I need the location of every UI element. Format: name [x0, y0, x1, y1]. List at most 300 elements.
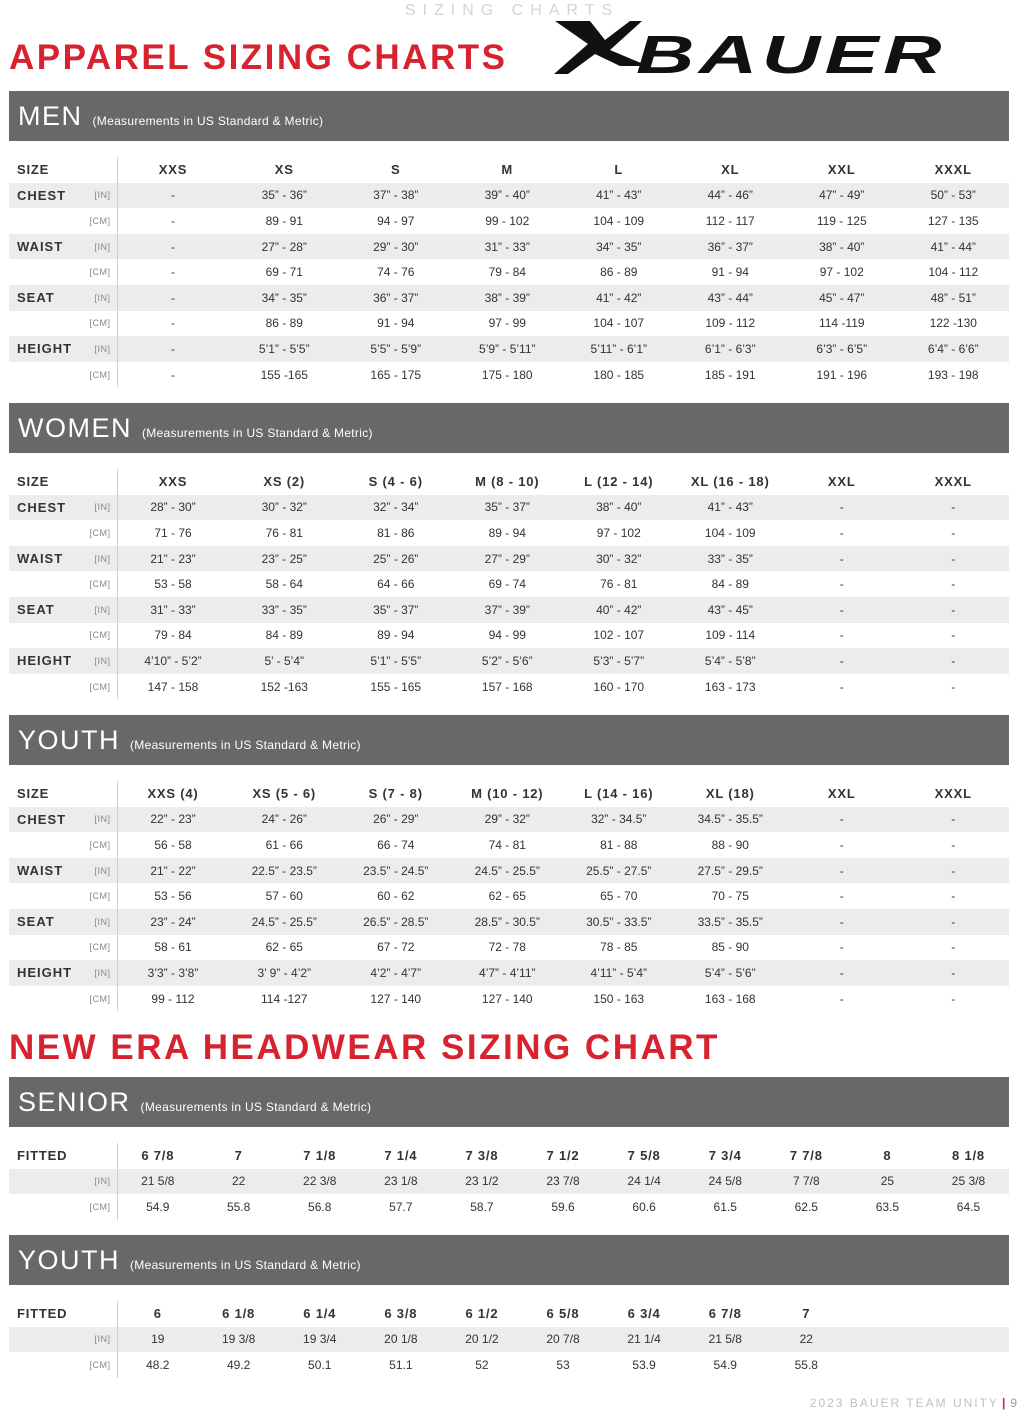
- size-value-cell: 89 - 94: [452, 520, 564, 546]
- size-value-cell: -: [117, 183, 229, 209]
- measurement-label: [9, 208, 81, 234]
- size-value-cell: 45” - 47”: [786, 285, 898, 311]
- unit-label: [CM]: [81, 1194, 117, 1220]
- size-value-cell: 112 - 117: [675, 208, 787, 234]
- size-value-cell: -: [786, 832, 898, 858]
- table-header-row: [9, 1143, 1009, 1169]
- senior-headwear-note: (Measurements in US Standard & Metric): [140, 1100, 372, 1114]
- youth-headwear-table: [9, 1301, 1009, 1378]
- size-header-cell: XXL: [786, 157, 898, 183]
- size-header-cell: 6 3/4: [604, 1301, 685, 1327]
- size-header-cell: S: [340, 157, 452, 183]
- size-value-cell: 79 - 84: [117, 623, 229, 649]
- size-value-cell: -: [786, 546, 898, 572]
- size-value-cell: 160 - 170: [563, 674, 675, 700]
- size-value-cell: 99 - 102: [452, 208, 564, 234]
- size-value-cell: 38” - 40”: [786, 234, 898, 260]
- size-value-cell: 41” - 44”: [898, 234, 1010, 260]
- size-header-cell: 7 5/8: [604, 1143, 685, 1169]
- size-value-cell: 152 -163: [229, 674, 341, 700]
- sizing-charts-label: SIZING CHARTS: [404, 2, 620, 19]
- size-value-cell: 62 - 65: [452, 883, 564, 909]
- women-size-table: [9, 469, 1009, 699]
- size-value-cell: -: [786, 909, 898, 935]
- size-header-cell: XXS: [117, 157, 229, 183]
- size-value-cell: 58.7: [441, 1194, 522, 1220]
- size-value-cell: -: [117, 311, 229, 337]
- size-value-cell: 7 7/8: [766, 1169, 847, 1195]
- size-header-cell: 6 7/8: [117, 1143, 198, 1169]
- size-value-cell: 24 1/4: [604, 1169, 685, 1195]
- size-value-cell: 70 - 75: [675, 883, 787, 909]
- size-value-cell: 5’ - 5’4”: [229, 648, 341, 674]
- size-value-cell: -: [898, 832, 1010, 858]
- size-value-cell: 155 - 165: [340, 674, 452, 700]
- measurement-label: [9, 935, 81, 961]
- size-value-cell: 127 - 140: [452, 986, 564, 1012]
- measurement-label: [9, 1352, 81, 1378]
- size-value-cell: 5’4” - 5’6”: [675, 960, 787, 986]
- size-header-cell: M: [452, 157, 564, 183]
- measurement-label: WAIST: [9, 546, 81, 572]
- size-value-cell: 150 - 163: [563, 986, 675, 1012]
- unit-label: [CM]: [81, 311, 117, 337]
- size-value-cell: 6’1” - 6’3”: [675, 336, 787, 362]
- size-value-cell: 20 1/8: [360, 1327, 441, 1353]
- size-header-cell: 7: [766, 1301, 847, 1327]
- senior-headwear-table: [9, 1143, 1009, 1220]
- size-header-cell: 7 1/2: [522, 1143, 603, 1169]
- size-value-cell: -: [117, 285, 229, 311]
- size-value-cell: 61.5: [685, 1194, 766, 1220]
- size-value-cell: 32” - 34.5”: [563, 807, 675, 833]
- size-value-cell: 35” - 37”: [452, 495, 564, 521]
- size-value-cell: 27” - 28”: [229, 234, 341, 260]
- size-value-cell: 180 - 185: [563, 362, 675, 388]
- table-row: [9, 909, 1009, 935]
- size-value-cell: 59.6: [522, 1194, 603, 1220]
- measurement-label: SEAT: [9, 597, 81, 623]
- size-value-cell: 86 - 89: [563, 259, 675, 285]
- size-value-cell: [847, 1352, 928, 1378]
- size-value-cell: 52: [441, 1352, 522, 1378]
- unit-label: [IN]: [81, 1327, 117, 1353]
- unit-label: [IN]: [81, 648, 117, 674]
- measurement-label: [9, 623, 81, 649]
- table-row: [9, 362, 1009, 388]
- unit-label: [IN]: [81, 234, 117, 260]
- unit-label: [CM]: [81, 208, 117, 234]
- size-value-cell: 6’3” - 6’5”: [786, 336, 898, 362]
- size-value-cell: -: [898, 571, 1010, 597]
- size-value-cell: 84 - 89: [229, 623, 341, 649]
- unit-label: [IN]: [81, 960, 117, 986]
- size-value-cell: 25 3/8: [928, 1169, 1009, 1195]
- size-header-cell: 6: [117, 1301, 198, 1327]
- size-value-cell: 41” - 43”: [563, 183, 675, 209]
- size-value-cell: 50” - 53”: [898, 183, 1010, 209]
- measurement-label: [9, 311, 81, 337]
- measurement-label: [9, 674, 81, 700]
- size-value-cell: 57.7: [360, 1194, 441, 1220]
- page-number: 9: [1010, 1396, 1017, 1410]
- table-row: [9, 883, 1009, 909]
- size-value-cell: 43” - 44”: [675, 285, 787, 311]
- size-value-cell: 72 - 78: [452, 935, 564, 961]
- size-value-cell: 5’5” - 5’9”: [340, 336, 452, 362]
- table-row: [9, 311, 1009, 337]
- size-header-cell: XL (16 - 18): [675, 469, 787, 495]
- size-value-cell: -: [898, 807, 1010, 833]
- size-header-cell: XXS (4): [117, 781, 229, 807]
- size-header-cell: XXXL: [898, 157, 1010, 183]
- size-value-cell: -: [117, 259, 229, 285]
- size-header-cell: 6 5/8: [522, 1301, 603, 1327]
- size-value-cell: -: [786, 571, 898, 597]
- size-value-cell: 33.5” - 35.5”: [675, 909, 787, 935]
- size-value-cell: 185 - 191: [675, 362, 787, 388]
- size-value-cell: 104 - 107: [563, 311, 675, 337]
- size-value-cell: 22: [766, 1327, 847, 1353]
- size-value-cell: 43” - 45”: [675, 597, 787, 623]
- apparel-title: APPAREL SIZING CHARTS: [9, 38, 508, 77]
- table-row: [9, 336, 1009, 362]
- table-row: [9, 234, 1009, 260]
- size-value-cell: 89 - 91: [229, 208, 341, 234]
- size-value-cell: 44” - 46”: [675, 183, 787, 209]
- youth-headwear-band: [9, 1235, 1009, 1285]
- size-value-cell: 21” - 23”: [117, 546, 229, 572]
- size-value-cell: -: [786, 520, 898, 546]
- size-value-cell: 119 - 125: [786, 208, 898, 234]
- size-value-cell: -: [786, 807, 898, 833]
- size-value-cell: 94 - 97: [340, 208, 452, 234]
- table-row: [9, 208, 1009, 234]
- footer-divider: |: [1001, 1396, 1008, 1410]
- unit-label: [81, 1301, 117, 1327]
- size-value-cell: 62 - 65: [229, 935, 341, 961]
- size-value-cell: 22” - 23”: [117, 807, 229, 833]
- size-value-cell: 28” - 30”: [117, 495, 229, 521]
- measurement-label: FITTED: [9, 1301, 81, 1327]
- size-value-cell: 38” - 40”: [563, 495, 675, 521]
- size-value-cell: 60 - 62: [340, 883, 452, 909]
- size-header-cell: 7 7/8: [766, 1143, 847, 1169]
- measurement-label: [9, 259, 81, 285]
- size-value-cell: 89 - 94: [340, 623, 452, 649]
- measurement-label: [9, 986, 81, 1012]
- size-value-cell: 36” - 37”: [675, 234, 787, 260]
- size-value-cell: 122 -130: [898, 311, 1010, 337]
- size-value-cell: 79 - 84: [452, 259, 564, 285]
- size-value-cell: 40” - 42”: [563, 597, 675, 623]
- size-header-cell: 6 3/8: [360, 1301, 441, 1327]
- unit-label: [IN]: [81, 546, 117, 572]
- unit-label: [81, 469, 117, 495]
- size-value-cell: 24.5” - 25.5”: [452, 858, 564, 884]
- size-value-cell: 53.9: [604, 1352, 685, 1378]
- table-row: [9, 935, 1009, 961]
- size-value-cell: 74 - 76: [340, 259, 452, 285]
- size-value-cell: -: [898, 960, 1010, 986]
- measurement-label: WAIST: [9, 234, 81, 260]
- size-value-cell: 57 - 60: [229, 883, 341, 909]
- size-value-cell: -: [786, 858, 898, 884]
- table-row: [9, 520, 1009, 546]
- size-value-cell: 5’2” - 5’6”: [452, 648, 564, 674]
- size-header-cell: L (12 - 14): [563, 469, 675, 495]
- measurement-label: HEIGHT: [9, 648, 81, 674]
- size-value-cell: 97 - 102: [786, 259, 898, 285]
- size-value-cell: 29” - 30”: [340, 234, 452, 260]
- size-value-cell: 60.6: [604, 1194, 685, 1220]
- size-value-cell: 55.8: [766, 1352, 847, 1378]
- measurement-label: [9, 832, 81, 858]
- size-value-cell: [928, 1352, 1009, 1378]
- size-header-cell: 7: [198, 1143, 279, 1169]
- size-value-cell: 19 3/8: [198, 1327, 279, 1353]
- bauer-logo: [550, 18, 950, 78]
- page-footer: [810, 1396, 1017, 1410]
- unit-label: [IN]: [81, 597, 117, 623]
- youth-title: YOUTH: [18, 724, 120, 755]
- size-value-cell: 109 - 114: [675, 623, 787, 649]
- measurement-label: SEAT: [9, 909, 81, 935]
- size-value-cell: 34.5” - 35.5”: [675, 807, 787, 833]
- size-header-cell: XS: [229, 157, 341, 183]
- size-value-cell: 19 3/4: [279, 1327, 360, 1353]
- size-value-cell: 62.5: [766, 1194, 847, 1220]
- size-value-cell: 53 - 58: [117, 571, 229, 597]
- unit-label: [CM]: [81, 883, 117, 909]
- size-value-cell: 53: [522, 1352, 603, 1378]
- size-value-cell: 5’1” - 5’5”: [340, 648, 452, 674]
- size-value-cell: -: [117, 362, 229, 388]
- size-header-cell: 8: [847, 1143, 928, 1169]
- size-value-cell: 35” - 37”: [340, 597, 452, 623]
- size-value-cell: 36” - 37”: [340, 285, 452, 311]
- senior-headwear-band: [9, 1077, 1009, 1127]
- youth-headwear-title: YOUTH: [18, 1244, 120, 1275]
- table-header-row: [9, 157, 1009, 183]
- size-value-cell: 65 - 70: [563, 883, 675, 909]
- size-value-cell: 5’11” - 6’1”: [563, 336, 675, 362]
- size-value-cell: 114 -127: [229, 986, 341, 1012]
- table-header-row: [9, 781, 1009, 807]
- table-row: [9, 807, 1009, 833]
- table-row: [9, 1194, 1009, 1220]
- size-value-cell: 56.8: [279, 1194, 360, 1220]
- size-value-cell: 53 - 56: [117, 883, 229, 909]
- size-value-cell: 6’4” - 6’6”: [898, 336, 1010, 362]
- measurement-label: [9, 362, 81, 388]
- unit-label: [CM]: [81, 1352, 117, 1378]
- size-value-cell: -: [786, 960, 898, 986]
- table-row: [9, 1169, 1009, 1195]
- table-header-row: [9, 1301, 1009, 1327]
- size-value-cell: 4’11” - 5’4”: [563, 960, 675, 986]
- unit-label: [IN]: [81, 909, 117, 935]
- size-header-cell: XL (18): [675, 781, 787, 807]
- size-value-cell: 81 - 86: [340, 520, 452, 546]
- size-value-cell: 155 -165: [229, 362, 341, 388]
- size-value-cell: 21” - 22”: [117, 858, 229, 884]
- unit-label: [CM]: [81, 362, 117, 388]
- size-value-cell: 81 - 88: [563, 832, 675, 858]
- measurement-label: CHEST: [9, 495, 81, 521]
- size-value-cell: 23 1/2: [441, 1169, 522, 1195]
- size-value-cell: 25” - 26”: [340, 546, 452, 572]
- youth-headwear-note: (Measurements in US Standard & Metric): [130, 1258, 361, 1272]
- size-value-cell: 31” - 33”: [452, 234, 564, 260]
- size-value-cell: -: [898, 858, 1010, 884]
- size-value-cell: 22: [198, 1169, 279, 1195]
- size-value-cell: 5’9” - 5’11”: [452, 336, 564, 362]
- size-value-cell: 28.5” - 30.5”: [452, 909, 564, 935]
- size-value-cell: [847, 1327, 928, 1353]
- measurement-label: [9, 1194, 81, 1220]
- measurement-label: CHEST: [9, 183, 81, 209]
- unit-label: [CM]: [81, 832, 117, 858]
- size-value-cell: 104 - 112: [898, 259, 1010, 285]
- size-value-cell: -: [786, 495, 898, 521]
- size-value-cell: -: [786, 883, 898, 909]
- size-header-cell: L: [563, 157, 675, 183]
- size-value-cell: 32” - 34”: [340, 495, 452, 521]
- table-row: [9, 986, 1009, 1012]
- size-value-cell: 51.1: [360, 1352, 441, 1378]
- size-value-cell: 191 - 196: [786, 362, 898, 388]
- size-value-cell: 38” - 39”: [452, 285, 564, 311]
- measurement-label: SIZE: [9, 781, 81, 807]
- size-value-cell: 97 - 102: [563, 520, 675, 546]
- size-value-cell: 4’2” - 4’7”: [340, 960, 452, 986]
- table-row: [9, 858, 1009, 884]
- size-value-cell: 48.2: [117, 1352, 198, 1378]
- size-value-cell: 114 -119: [786, 311, 898, 337]
- size-value-cell: 64.5: [928, 1194, 1009, 1220]
- size-value-cell: 23 1/8: [360, 1169, 441, 1195]
- size-value-cell: -: [898, 495, 1010, 521]
- size-value-cell: 33” - 35”: [675, 546, 787, 572]
- unit-label: [IN]: [81, 336, 117, 362]
- measurement-label: WAIST: [9, 858, 81, 884]
- size-value-cell: 30.5” - 33.5”: [563, 909, 675, 935]
- unit-label: [IN]: [81, 495, 117, 521]
- measurement-label: [9, 883, 81, 909]
- size-value-cell: 37” - 38”: [340, 183, 452, 209]
- size-header-cell: M (10 - 12): [452, 781, 564, 807]
- size-value-cell: 94 - 99: [452, 623, 564, 649]
- size-value-cell: 102 - 107: [563, 623, 675, 649]
- women-note: (Measurements in US Standard & Metric): [141, 426, 373, 440]
- youth-size-table: [9, 781, 1009, 1011]
- size-value-cell: -: [898, 674, 1010, 700]
- size-value-cell: 37” - 39”: [452, 597, 564, 623]
- size-value-cell: 27.5” - 29.5”: [675, 858, 787, 884]
- unit-label: [IN]: [81, 807, 117, 833]
- table-row: [9, 495, 1009, 521]
- unit-label: [IN]: [81, 1169, 117, 1195]
- measurement-label: [9, 520, 81, 546]
- size-value-cell: 64 - 66: [340, 571, 452, 597]
- size-value-cell: 33” - 35”: [229, 597, 341, 623]
- size-header-cell: XXS: [117, 469, 229, 495]
- youth-note: (Measurements in US Standard & Metric): [130, 738, 361, 752]
- size-value-cell: 56 - 58: [117, 832, 229, 858]
- size-header-cell: L (14 - 16): [563, 781, 675, 807]
- unit-label: [81, 157, 117, 183]
- table-header-row: [9, 469, 1009, 495]
- size-header-cell: 8 1/8: [928, 1143, 1009, 1169]
- unit-label: [CM]: [81, 520, 117, 546]
- unit-label: [IN]: [81, 285, 117, 311]
- size-value-cell: 5’1” - 5’5”: [229, 336, 341, 362]
- measurement-label: HEIGHT: [9, 336, 81, 362]
- size-value-cell: 58 - 64: [229, 571, 341, 597]
- size-value-cell: 26” - 29”: [340, 807, 452, 833]
- size-value-cell: 58 - 61: [117, 935, 229, 961]
- size-value-cell: 27” - 29”: [452, 546, 564, 572]
- size-value-cell: 147 - 158: [117, 674, 229, 700]
- size-value-cell: -: [898, 648, 1010, 674]
- size-value-cell: 193 - 198: [898, 362, 1010, 388]
- measurement-label: [9, 1327, 81, 1353]
- size-value-cell: -: [117, 234, 229, 260]
- size-header-cell: XXL: [786, 781, 898, 807]
- table-row: [9, 1352, 1009, 1378]
- size-value-cell: 25: [847, 1169, 928, 1195]
- size-value-cell: 97 - 99: [452, 311, 564, 337]
- men-title: MEN: [18, 100, 83, 131]
- size-header-cell: S (4 - 6): [340, 469, 452, 495]
- size-value-cell: 22 3/8: [279, 1169, 360, 1195]
- size-value-cell: 61 - 66: [229, 832, 341, 858]
- size-value-cell: 5’3” - 5’7”: [563, 648, 675, 674]
- unit-label: [CM]: [81, 935, 117, 961]
- size-value-cell: 86 - 89: [229, 311, 341, 337]
- size-header-cell: XXXL: [898, 469, 1010, 495]
- size-value-cell: 76 - 81: [229, 520, 341, 546]
- youth-band: [9, 715, 1009, 765]
- size-value-cell: 19: [117, 1327, 198, 1353]
- size-value-cell: 71 - 76: [117, 520, 229, 546]
- size-value-cell: 91 - 94: [340, 311, 452, 337]
- size-value-cell: 127 - 140: [340, 986, 452, 1012]
- measurement-label: CHEST: [9, 807, 81, 833]
- size-value-cell: 55.8: [198, 1194, 279, 1220]
- headwear-title: NEW ERA HEADWEAR SIZING CHART: [9, 1028, 720, 1067]
- size-value-cell: 69 - 71: [229, 259, 341, 285]
- size-value-cell: 104 - 109: [675, 520, 787, 546]
- unit-label: [CM]: [81, 259, 117, 285]
- size-value-cell: 21 5/8: [117, 1169, 198, 1195]
- size-value-cell: -: [898, 597, 1010, 623]
- size-value-cell: 54.9: [117, 1194, 198, 1220]
- unit-label: [CM]: [81, 571, 117, 597]
- size-value-cell: 63.5: [847, 1194, 928, 1220]
- unit-label: [CM]: [81, 674, 117, 700]
- size-value-cell: -: [786, 623, 898, 649]
- size-value-cell: -: [786, 674, 898, 700]
- size-value-cell: 99 - 112: [117, 986, 229, 1012]
- size-header-cell: [928, 1301, 1009, 1327]
- table-row: [9, 546, 1009, 572]
- unit-label: [IN]: [81, 183, 117, 209]
- size-value-cell: 25.5” - 27.5”: [563, 858, 675, 884]
- size-value-cell: 39” - 40”: [452, 183, 564, 209]
- size-value-cell: 22.5” - 23.5”: [229, 858, 341, 884]
